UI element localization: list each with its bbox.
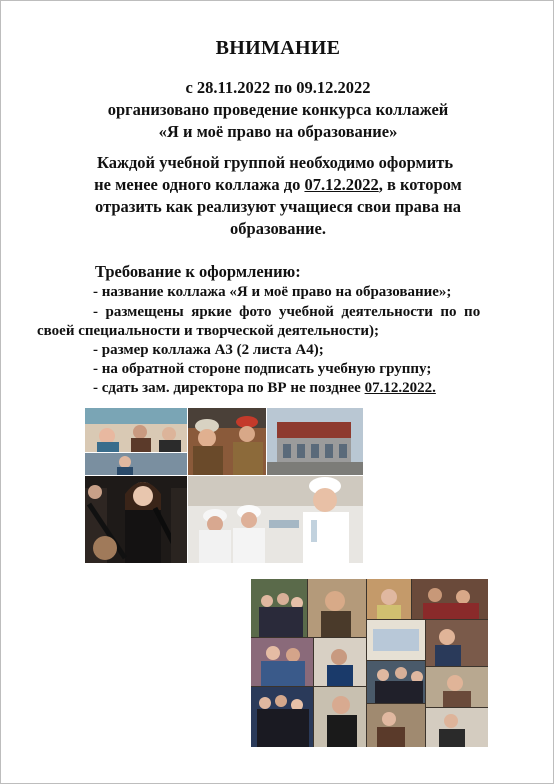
instruction-line-2 [1, 174, 554, 196]
instruction-text: , в котором [378, 175, 462, 194]
requirements-title: Требование к оформлению: [95, 262, 301, 281]
collage-image [85, 408, 363, 563]
instruction-line-4: образование. [230, 219, 326, 238]
deadline-date: 07.12.2022 [304, 175, 379, 194]
instruction-line-3: отразить как реализуют учащиеся свои права на [95, 197, 461, 216]
education-photo-collage [85, 408, 363, 563]
requirement-item [93, 380, 436, 397]
deadline-date: 07.12.2022. [364, 380, 436, 396]
instruction-text: не менее одного коллажа до [94, 175, 305, 194]
collage-image [251, 579, 488, 747]
dates-line: с 28.11.2022 по 09.12.2022 [185, 78, 371, 97]
requirement-item-continued: своей специальности и творческой деятельности); [37, 323, 380, 339]
contest-name: «Я и моё право на образование» [158, 122, 398, 141]
requirement-item: - название коллажа «Я и моё право на образование»; [93, 284, 452, 300]
organized-line: организовано проведение конкурса коллажей [107, 100, 449, 119]
requirement-item: - на обратной стороне подписать учебную группу; [93, 361, 432, 377]
requirement-item: - размер коллажа А3 (2 листа А4); [93, 342, 324, 358]
instruction-line-1: Каждой учебной группой необходимо оформить [97, 153, 454, 172]
students-photo-collage [251, 579, 488, 747]
requirement-item: - размещены яркие фото учебной деятельности по по [93, 304, 481, 320]
page-title: ВНИМАНИЕ [215, 37, 341, 59]
requirement-text: - сдать зам. директора по ВР не позднее [93, 380, 365, 396]
